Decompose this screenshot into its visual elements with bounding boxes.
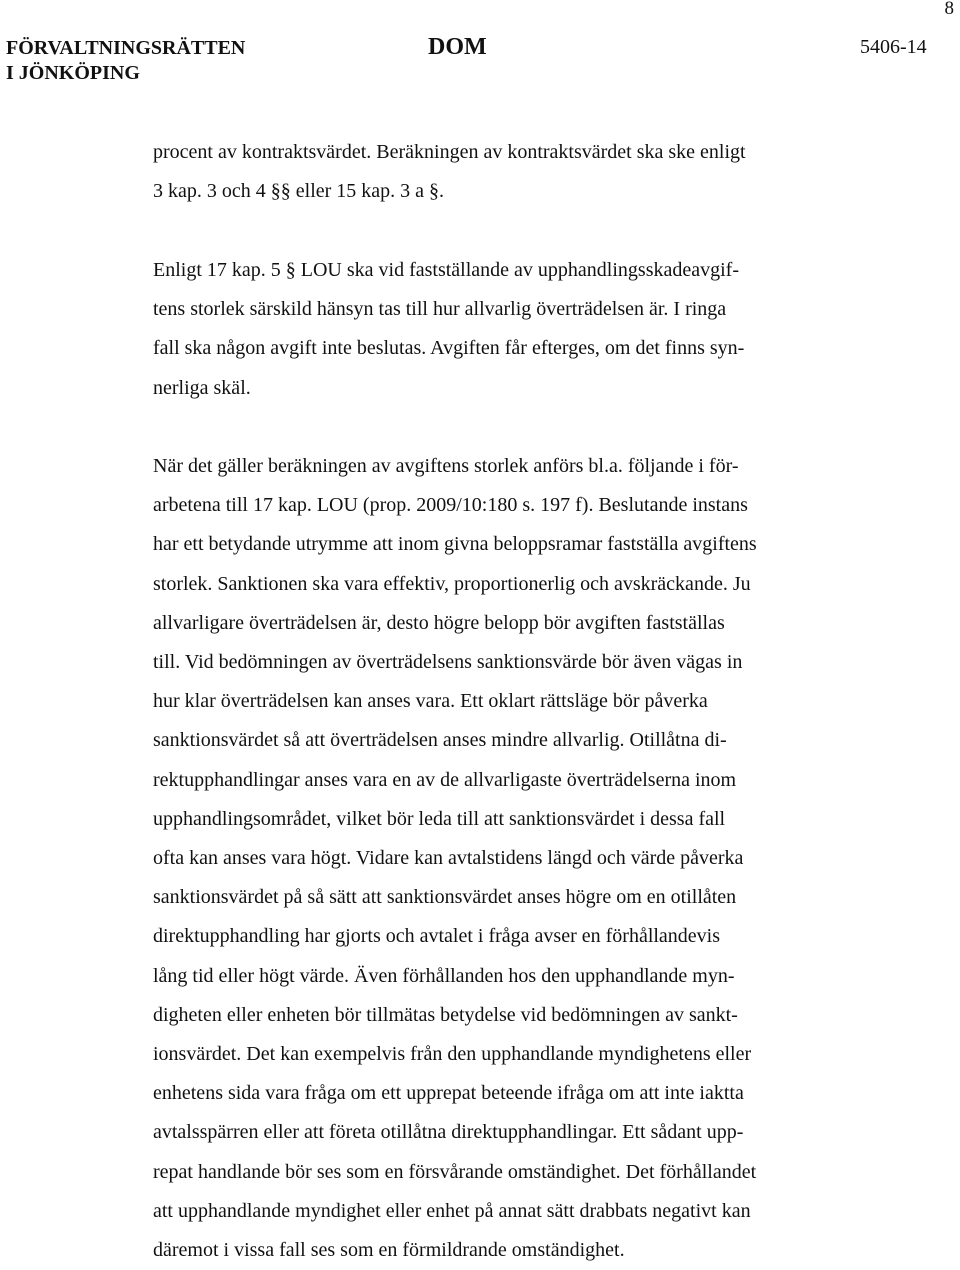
text-line: Enligt 17 kap. 5 § LOU ska vid fastställande av upphandlingsskadeavgif- — [153, 259, 739, 281]
text-line: upphandlingsområdet, vilket bör leda till att sanktionsvärdet i dessa fall — [153, 807, 726, 830]
text-line: tens storlek särskild hänsyn tas till hur allvarlig överträdelsen är. I ringa — [153, 298, 727, 321]
text-line: ionsvärdet. Det kan exempelvis från den upphandlande myndighetens eller — [153, 1043, 752, 1066]
text-line: till. Vid bedömningen av överträdelsens sanktionsvärde bör även vägas in — [153, 651, 743, 674]
text-line: sanktionsvärdet på så sätt att sanktionsvärdet anses högre om en otillåten — [153, 886, 737, 909]
text-line: digheten eller enheten bör tillmätas betydelse vid bedömningen av sankt- — [153, 1003, 738, 1026]
text-line: arbetena till 17 kap. LOU (prop. 2009/10:180 s. 197 f). Beslutande instans — [153, 494, 748, 517]
text-line: lång tid eller högt värde. Även förhållanden hos den upphandlande myn- — [153, 964, 735, 987]
text-line: När det gäller beräkningen av avgiftens storlek anförs bl.a. följande i för- — [153, 455, 739, 477]
text-line: allvarligare överträdelsen är, desto högre belopp bör avgiften fastställas — [153, 611, 725, 634]
text-line: ofta kan anses vara högt. Vidare kan avtalstidens längd och värde påverka — [153, 847, 744, 870]
court-name-line-1: FÖRVALTNINGSRÄTTEN — [6, 37, 246, 59]
paragraph-1 — [153, 133, 853, 211]
text-line: rektupphandlingar anses vara en av de allvarligaste överträdelserna inom — [153, 768, 737, 791]
text-line: repat handlande bör ses som en försvårande omständighet. Det förhållandet — [153, 1160, 757, 1183]
court-name-line-2: I JÖNKÖPING — [6, 62, 140, 84]
court-name — [6, 36, 245, 86]
paragraph-3 — [153, 447, 853, 1270]
text-line: däremot i vissa fall ses som en förmildrande omständighet. — [153, 1239, 625, 1262]
text-line: nerliga skäl. — [153, 376, 251, 399]
page-number: 8 — [944, 0, 954, 19]
text-line: att upphandlande myndighet eller enhet på annat sätt drabbats negativt kan — [153, 1199, 751, 1222]
text-line: hur klar överträdelsen kan anses vara. Ett oklart rättsläge bör påverka — [153, 690, 708, 713]
text-line: avtalsspärren eller att företa otillåtna direktupphandlingar. Ett sådant upp- — [153, 1121, 744, 1144]
text-line: 3 kap. 3 och 4 §§ eller 15 kap. 3 a §. — [153, 180, 445, 203]
text-line: direktupphandling har gjorts och avtalet i fråga avser en förhållandevis — [153, 925, 721, 948]
text-line: sanktionsvärdet så att överträdelsen anses mindre allvarlig. Otillåtna di- — [153, 729, 727, 752]
text-line: har ett betydande utrymme att inom givna beloppsramar fastställa avgiftens — [153, 533, 757, 556]
paragraph-2 — [153, 251, 853, 408]
case-number: 5406-14 — [860, 36, 927, 58]
text-line: procent av kontraktsvärdet. Beräkningen av kontraktsvärdet ska ske enligt — [153, 141, 746, 163]
text-line: storlek. Sanktionen ska vara effektiv, proportionerlig och avskräckande. Ju — [153, 572, 751, 595]
text-line: enhetens sida vara fråga om ett upprepat beteende ifråga om att inte iaktta — [153, 1082, 744, 1105]
document-type: DOM — [428, 34, 487, 60]
text-line: fall ska någon avgift inte beslutas. Avgiften får efterges, om det finns syn- — [153, 337, 745, 360]
